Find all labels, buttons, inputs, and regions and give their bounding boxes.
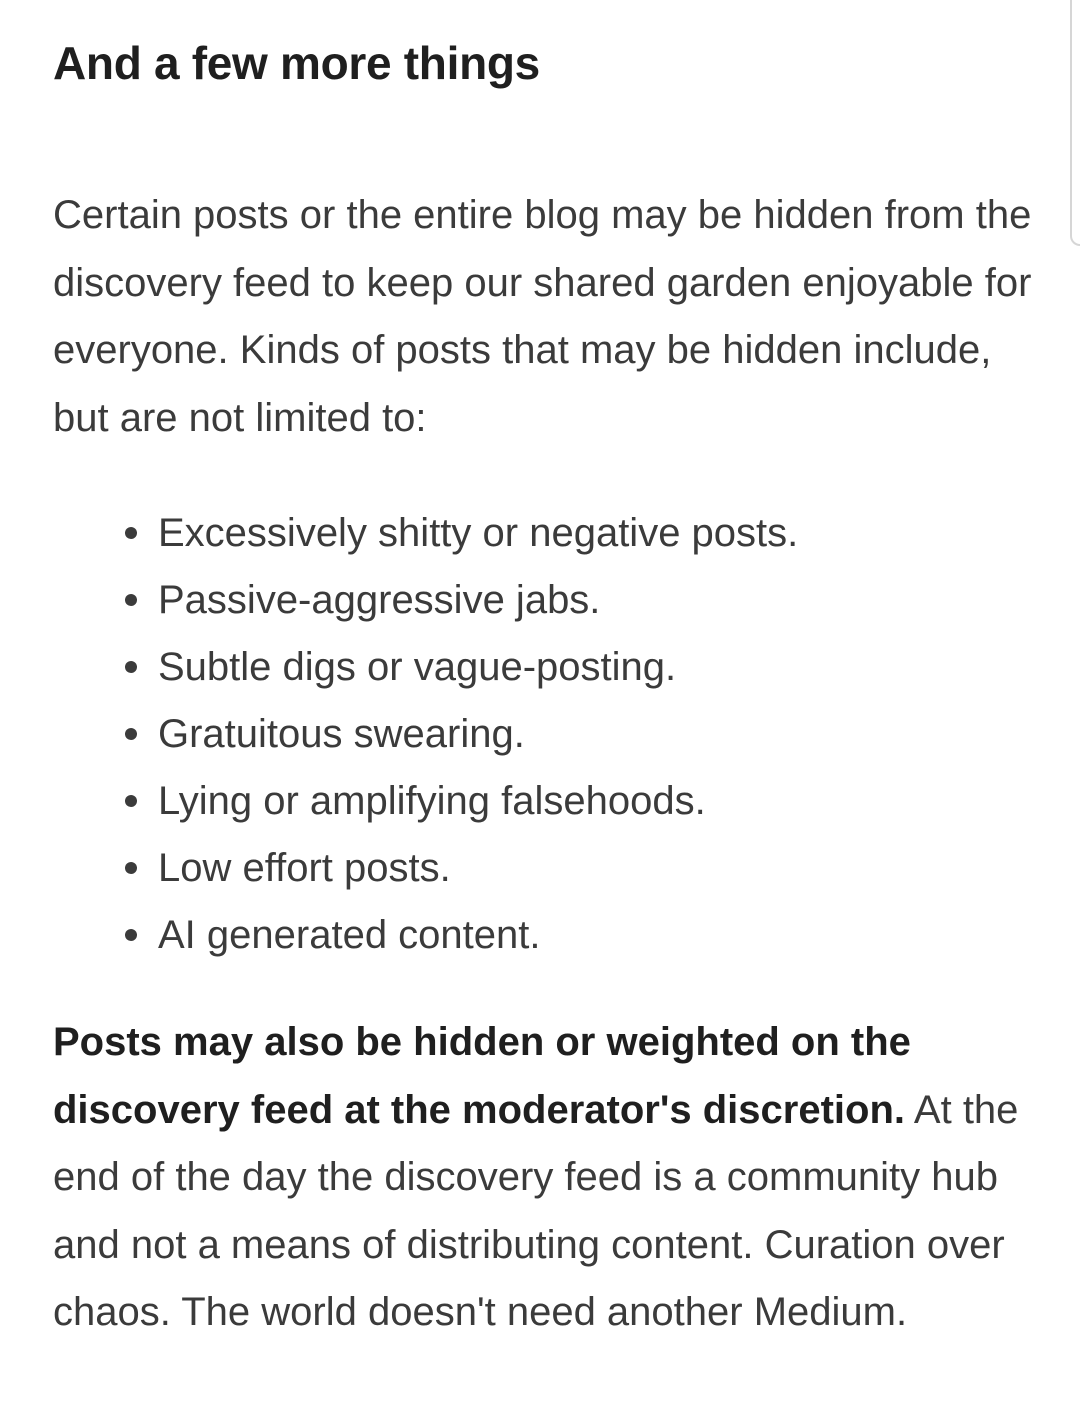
list-item bbox=[125, 835, 1033, 902]
list-item-text: Lying or amplifying falsehoods. bbox=[158, 779, 706, 823]
list-item-text: Low effort posts. bbox=[158, 846, 451, 890]
list-item bbox=[125, 902, 1033, 969]
list-item-text: Gratuitous swearing. bbox=[158, 712, 525, 756]
list-item bbox=[125, 634, 1033, 701]
list-item bbox=[125, 567, 1033, 634]
bullet-icon bbox=[125, 795, 137, 807]
scrollbar[interactable] bbox=[1070, 0, 1080, 246]
list-item bbox=[125, 701, 1033, 768]
list-item-text: Subtle digs or vague-posting. bbox=[158, 645, 677, 689]
bullet-icon bbox=[125, 527, 137, 539]
bullet-icon bbox=[125, 728, 137, 740]
outro-text: At the end of the day the discovery feed is a community hub and not a means of distributing content. Curation over chaos. The world doesn't need another Medium. bbox=[53, 1087, 1019, 1334]
section-heading: And a few more things bbox=[53, 37, 540, 89]
article-content bbox=[53, 30, 1033, 1347]
list-item bbox=[125, 500, 1033, 567]
bullet-icon bbox=[125, 594, 137, 606]
list-item-text: AI generated content. bbox=[158, 913, 541, 957]
bullet-icon bbox=[125, 661, 137, 673]
list-item-text: Passive-aggressive jabs. bbox=[158, 578, 601, 622]
list-item bbox=[125, 768, 1033, 835]
outro-bold-text: Posts may also be hidden or weighted on the discovery feed at the moderator's discretion. bbox=[53, 1020, 911, 1132]
intro-paragraph: Certain posts or the entire blog may be hidden from the discovery feed to keep our shared garden enjoyable for everyone. Kinds of posts that may be hidden include, but are not limited to: bbox=[53, 193, 1032, 440]
list-item-text: Excessively shitty or negative posts. bbox=[158, 511, 799, 555]
bullet-icon bbox=[125, 929, 137, 941]
bullet-icon bbox=[125, 862, 137, 874]
outro-paragraph bbox=[53, 1009, 1033, 1347]
hidden-posts-list bbox=[53, 500, 1033, 969]
